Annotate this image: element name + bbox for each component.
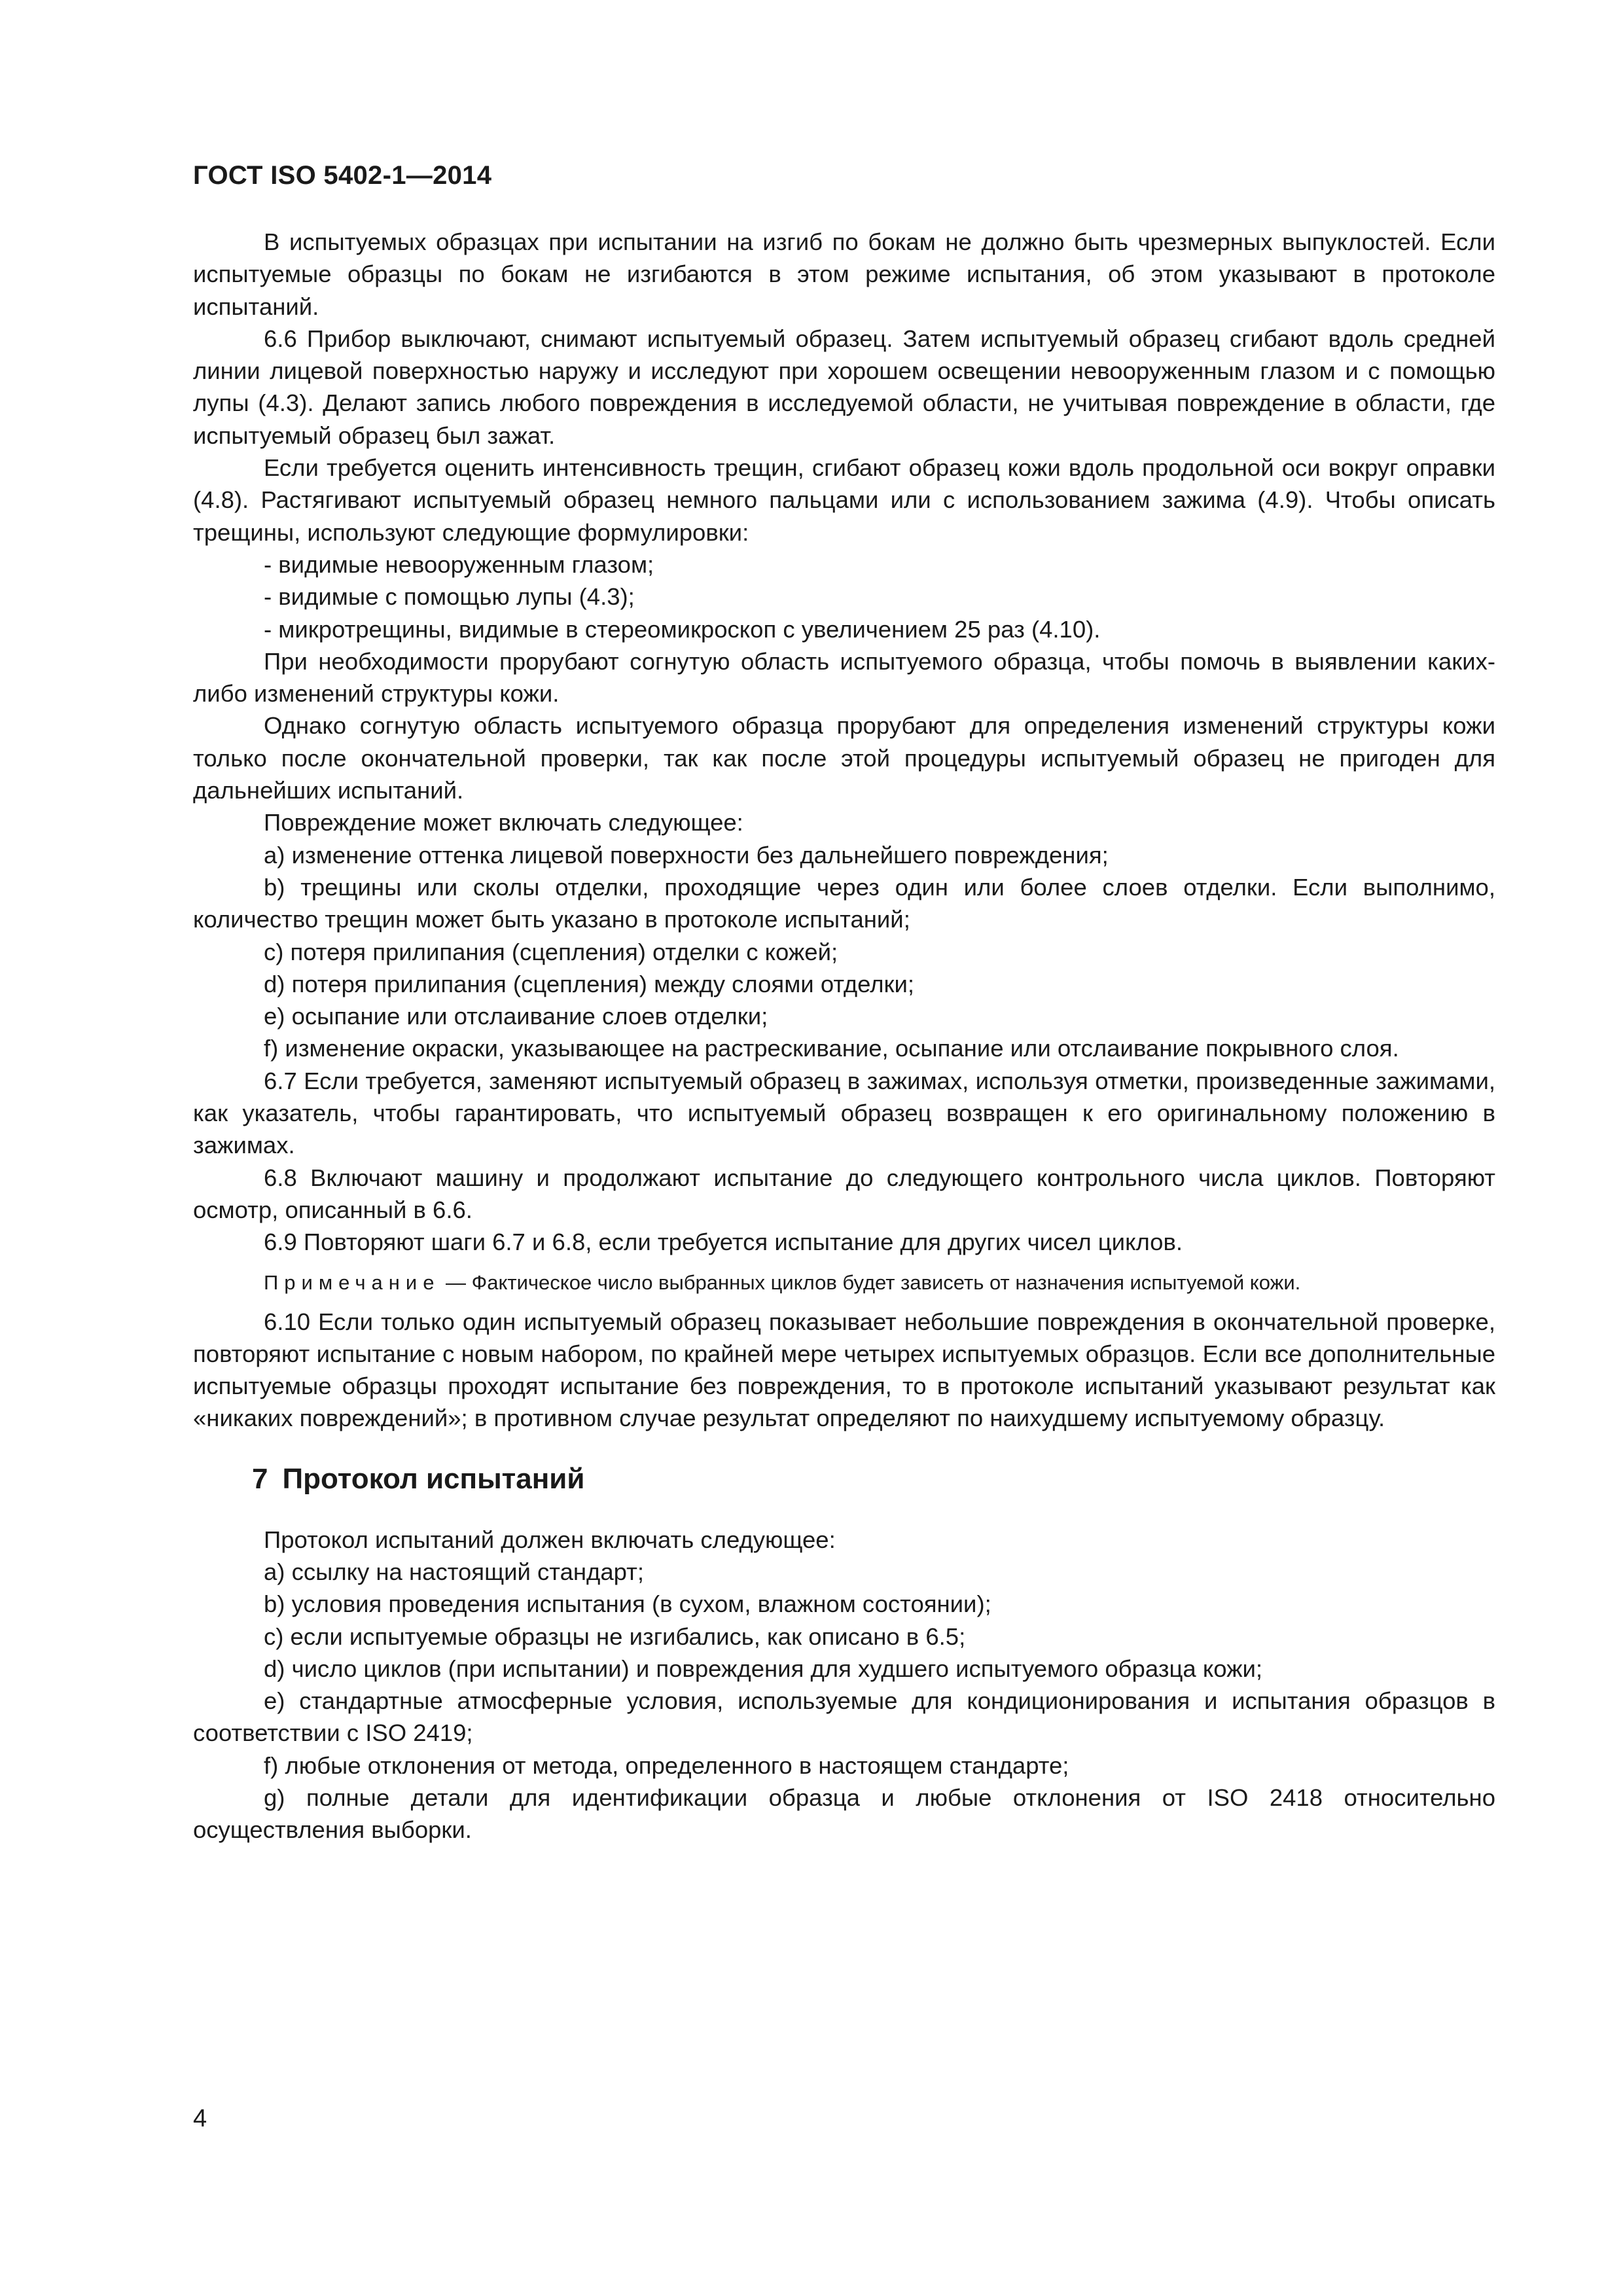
list-item: a) изменение оттенка лицевой поверхности без дальнейшего повреждения; [264,841,1109,869]
list-item: b) трещины или сколы отделки, проходящие через один или более слоев отделки. Если выполнимо, количество трещин может быть указано в протоколе испытаний; [193,873,1495,933]
paragraph: Однако согнутую область испытуемого образца прорубают для определения изменений структуры кожи только после окончательной проверки, так как после этой процедуры испытуемый образец не пригоден для дальнейших испытаний. [193,712,1495,804]
list-item: b) условия проведения испытания (в сухом, влажном состоянии); [264,1590,991,1618]
section-heading [193,1460,1495,1499]
list-item: d) число циклов (при испытании) и повреждения для худшего испытуемого образца кожи; [264,1655,1263,1682]
note-label: Примечание [264,1270,440,1294]
list-item: - видимые невооруженным глазом; [264,550,654,578]
paragraph-6-8: 6.8 Включают машину и продолжают испытание до следующего контрольного числа циклов. Повторяют осмотр, описанный в 6.6. [193,1164,1495,1223]
list-item: f) любые отклонения от метода, определенного в настоящем стандарте; [264,1751,1069,1779]
document-header: ГОСТ ISO 5402-1—2014 [193,161,492,190]
list-item: g) полные детали для идентификации образца и любые отклонения от ISO 2418 относительно осуществления выборки. [193,1784,1495,1844]
list-item: d) потеря прилипания (сцепления) между слоями отделки; [264,970,915,997]
paragraph: Если требуется оценить интенсивность трещин, сгибают образец кожи вдоль продольной оси вокруг оправки (4.8). Растягивают испытуемый образец немного пальцами или с использованием зажима (4.9). Чтобы описать трещины, используют следующие формулировки: [193,454,1495,546]
list-item: c) потеря прилипания (сцепления) отделки с кожей; [264,938,838,965]
note [193,1269,1495,1297]
paragraph: Протокол испытаний должен включать следующее: [264,1526,836,1553]
paragraph-6-7: 6.7 Если требуется, заменяют испытуемый образец в зажимах, используя отметки, произведенные зажимами, как указатель, чтобы гарантировать, что испытуемый образец возвращен к его оригинальному положению в зажимах. [193,1067,1495,1159]
list-item: c) если испытуемые образцы не изгибались, как описано в 6.5; [264,1623,966,1650]
list-item: - микротрещины, видимые в стереомикроскоп с увеличением 25 раз (4.10). [264,615,1101,643]
paragraph-6-9: 6.9 Повторяют шаги 6.7 и 6.8, если требуется испытание для других чисел циклов. [264,1229,1183,1256]
paragraph-6-6: 6.6 Прибор выключают, снимают испытуемый образец. Затем испытуемый образец сгибают вдоль средней линии лицевой поверхностью наружу и исследуют при хорошем освещении невооруженным глазом и с помощью лупы (4.3). Делают запись любого повреждения в исследуемой области, не учитывая повреждение в области, где испытуемый образец был зажат. [193,325,1495,449]
list-item: f) изменение окраски, указывающее на растрескивание, осыпание или отслаивание покрывного слоя. [264,1035,1399,1062]
document-body [193,226,1495,1846]
list-item: e) осыпание или отслаивание слоев отделки; [264,1003,768,1030]
section-number: 7 [252,1462,268,1495]
list-item: e) стандартные атмосферные условия, используемые для кондиционирования и испытания образцов в соответствии с ISO 2419; [193,1687,1495,1747]
section-title: Протокол испытаний [282,1462,585,1495]
paragraph: В испытуемых образцах при испытании на изгиб по бокам не должно быть чрезмерных выпуклостей. Если испытуемые образцы по бокам не изгибаются в этом режиме испытания, об этом указывают в протоколе испытаний. [193,228,1495,320]
note-text: — Фактическое число выбранных циклов будет зависеть от назначения испытуемой кожи. [440,1270,1301,1294]
list-item: - видимые с помощью лупы (4.3); [264,583,635,611]
page-number: 4 [193,2105,207,2132]
paragraph: При необходимости прорубают согнутую область испытуемого образца, чтобы помочь в выявлении каких-либо изменений структуры кожи. [193,647,1495,708]
paragraph-6-10: 6.10 Если только один испытуемый образец показывает небольшие повреждения в окончательной проверке, повторяют испытание с новым набором, по крайней мере четырех испытуемых образцов. Если все дополнительные испытуемые образцы проходят испытание без повреждения, то в протоколе испытаний указывают результат как «никаких повреждений»; в противном случае результат определяют по наихудшему испытуемому образцу. [193,1308,1495,1432]
list-item: a) ссылку на настоящий стандарт; [264,1558,644,1585]
paragraph: Повреждение может включать следующее: [264,809,743,836]
